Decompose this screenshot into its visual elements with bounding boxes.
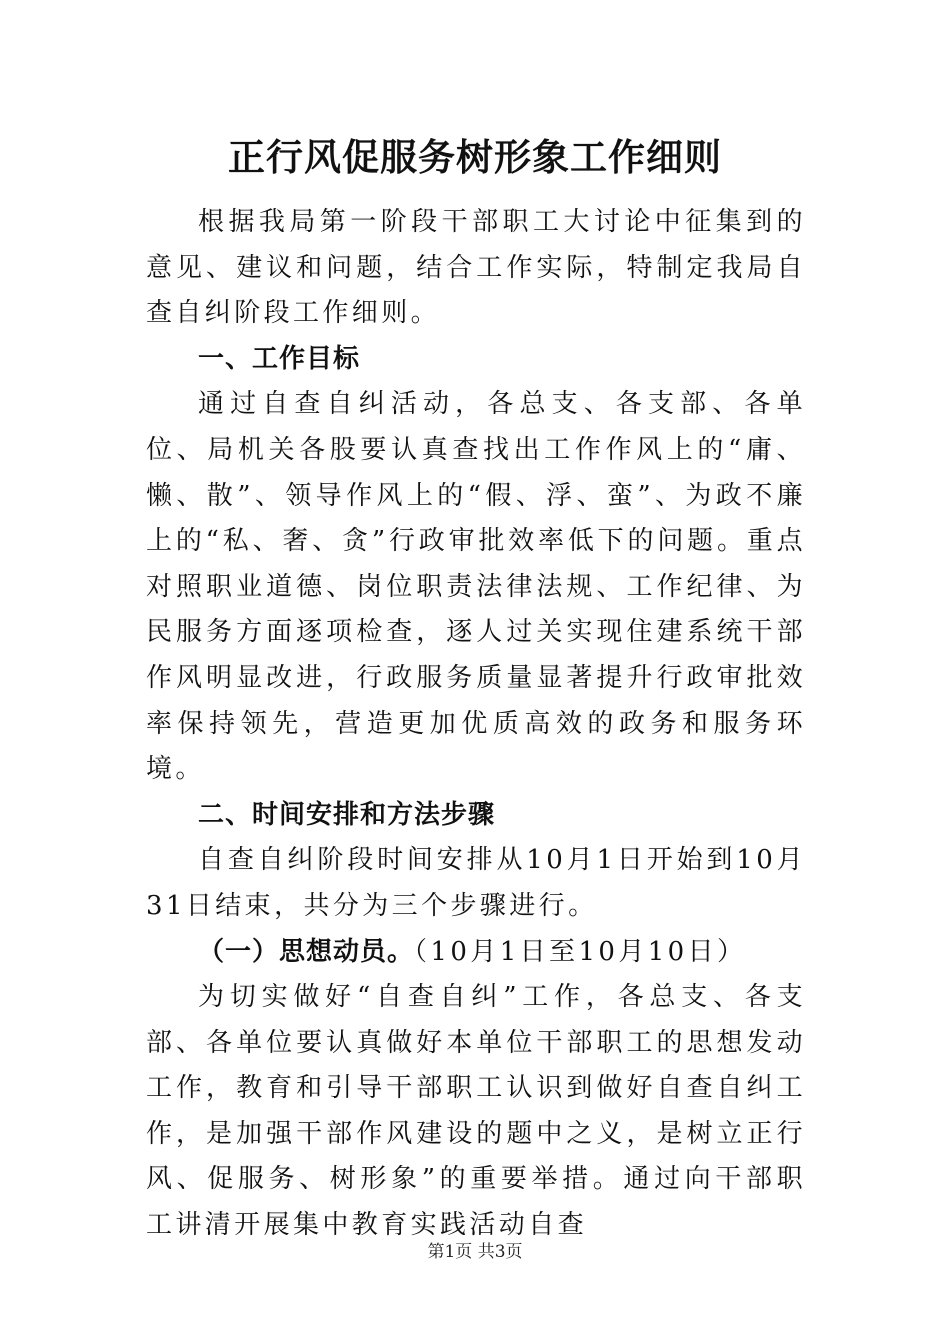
intro-paragraph: 根据我局第一阶段干部职工大讨论中征集到的意见、建议和问题，结合工作实际，特制定我局自查自纠阶段工作细则。 bbox=[146, 207, 806, 329]
page-indicator: 第1页 共3页 bbox=[427, 1242, 523, 1262]
document-title: 正行风促服务树形象工作细则 bbox=[228, 135, 722, 179]
section-2-heading: 二、时间安排和方法步骤 bbox=[198, 799, 496, 830]
document-body bbox=[146, 200, 806, 1249]
step-1-heading: （一）思想动员。 bbox=[198, 936, 415, 967]
step-1-dates: （10月1日至10月10日） bbox=[414, 936, 747, 967]
step-1-paragraph: 为切实做好“自查自纠”工作，各总支、各支部、各单位要认真做好本单位干部职工的思想发动工作，教育和引导干部职工认识到做好自查自纠工作，是加强干部作风建设的题中之义，是树立正行风、促服务、树形象”的重要举措。通过向干部职工讲清开展集中教育实践活动自查 bbox=[146, 982, 806, 1241]
step-1-heading-line bbox=[146, 930, 806, 976]
section-1-paragraph: 通过自查自纠活动，各总支、各支部、各单位、局机关各股要认真查找出工作作风上的“庸、懒、散”、领导作风上的“假、浮、蛮”、为政不廉上的“私、奢、贪”行政审批效率低下的问题。重点对照职业道德、岗位职责法律法规、工作纪律、为民服务方面逐项检查，逐人过关实现住建系统干部作风明显改进，行政服务质量显著提升行政审批效率保持领先，营造更加优质高效的政务和服务环境。 bbox=[146, 389, 806, 785]
section-2-paragraph: 自查自纠阶段时间安排从10月1日开始到10月31日结束，共分为三个步骤进行。 bbox=[146, 845, 806, 921]
section-1-heading: 一、工作目标 bbox=[198, 343, 361, 374]
